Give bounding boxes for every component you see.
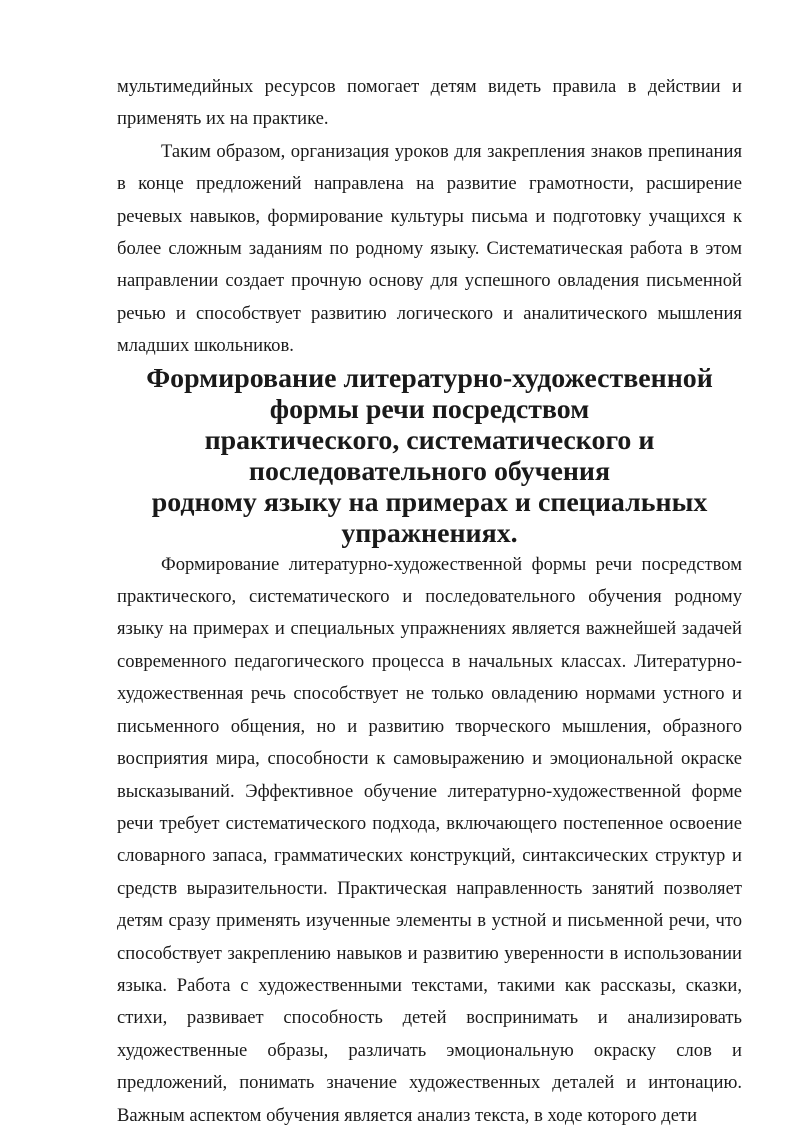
section-heading [117,363,742,549]
section-heading-line-2: практического, систематического и последовательного обучения [204,424,655,487]
paragraph-conclusion: Таким образом, организация уроков для закрепления знаков препинания в конце предложений направлена на развитие грамотности, расширение речевых навыков, формирование культуры письма и подготовку учащихся к более сложным заданиям по родному языку. Систематическая работа в этом направлении создает прочную основу для успешного овладения письменной речью и способствует развитию логического и аналитического мышления младших школьников. [117,140,742,357]
section-heading-line-3: родному языку на примерах и специальных упражнениях. [151,486,708,549]
document-page [117,71,742,1132]
section-heading-line-1: Формирование литературно-художественной формы речи посредством [146,362,713,425]
paragraph-body: Формирование литературно-художественной формы речи посредством практического, систематического и последовательного обучения родному языку на примерах и специальных упражнениях является важнейшей задачей современного педагогического процесса в начальных классах. Литературно-художественная речь способствует не только овладению нормами устного и письменного общения, но и развитию творческого мышления, образного восприятия мира, способности к самовыражению и эмоциональной окраске высказываний. Эффективное обучение литературно-художественной форме речи требует систематического подхода, включающего постепенное освоение словарного запаса, грамматических конструкций, синтаксических структур и средств выразительности. Практическая направленность занятий позволяет детям сразу применять изученные элементы в устной и письменной речи, что способствует закреплению навыков и развитию уверенности в использовании языка. Работа с художественными текстами, такими как рассказы, сказки, стихи, развивает способность детей воспринимать и анализировать художественные образы, различать эмоциональную окраску слов и предложений, понимать значение художественных деталей и интонацию. Важным аспектом обучения является анализ текста, в ходе которого дети [117,553,742,1126]
paragraph-continuation: мультимедийных ресурсов помогает детям видеть правила в действии и применять их на практике. [117,76,742,130]
